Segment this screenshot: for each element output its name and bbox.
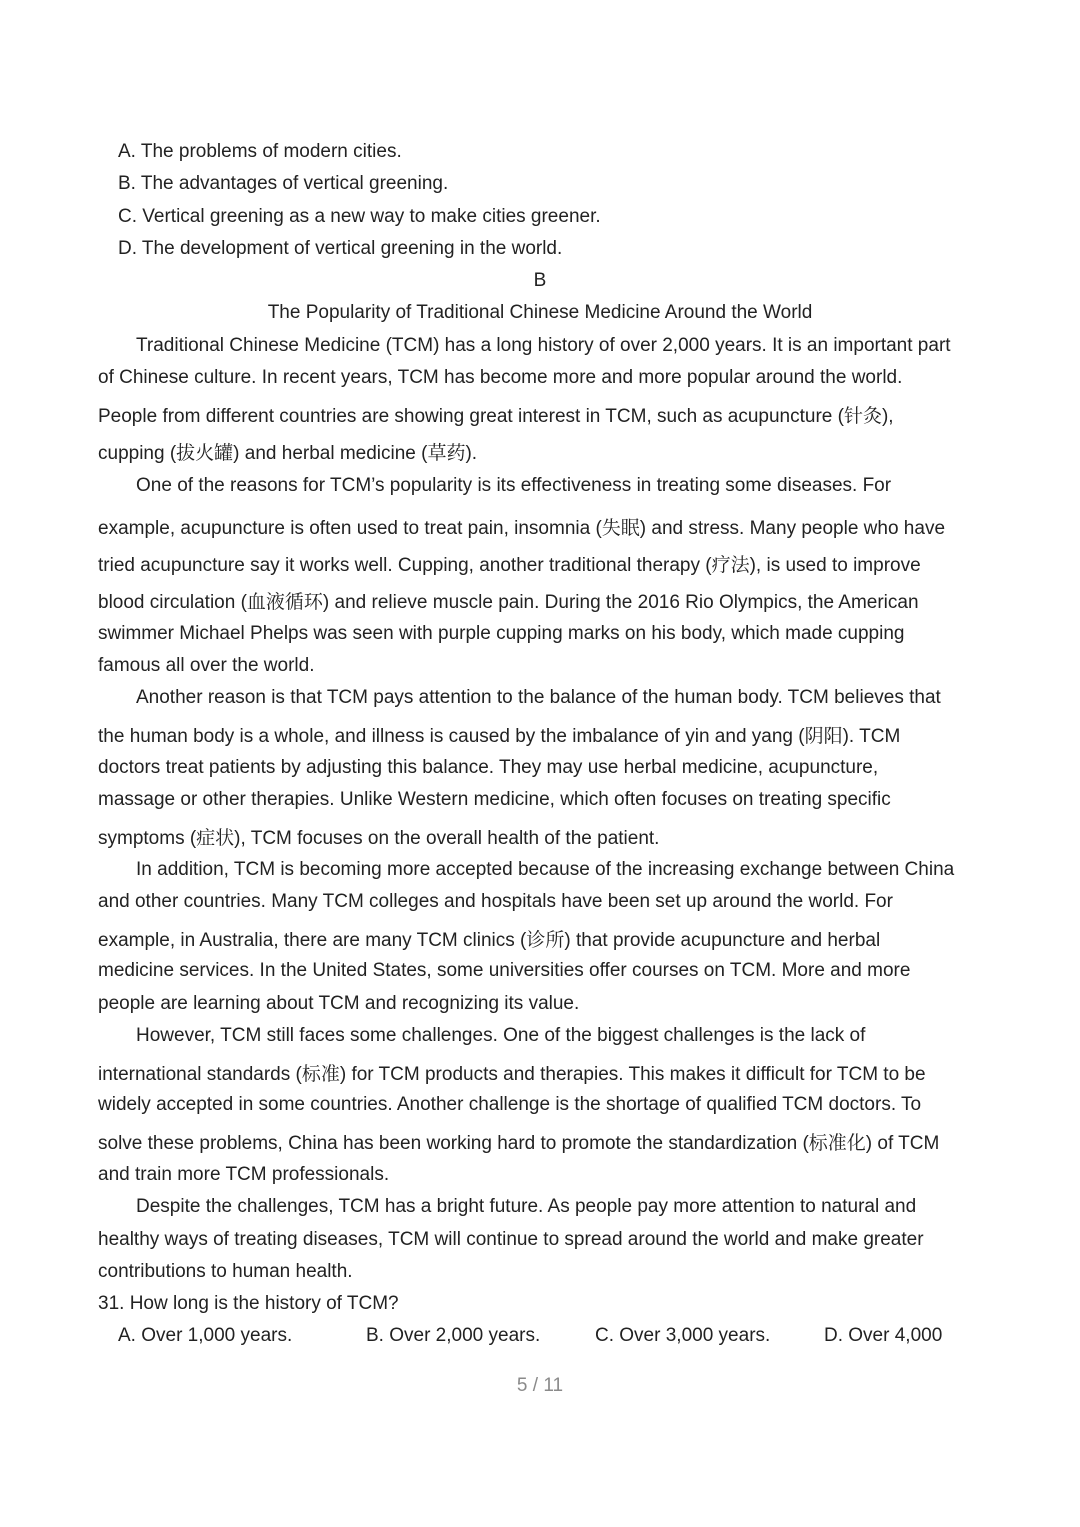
passage-title: The Popularity of Traditional Chinese Medicine Around the World bbox=[267, 302, 813, 323]
passage-line: and train more TCM professionals. bbox=[98, 1164, 390, 1185]
prev-option-d: D. The development of vertical greening in the world. bbox=[118, 238, 563, 259]
prev-option-a: A. The problems of modern cities. bbox=[118, 141, 402, 162]
page-number: 5 / 11 bbox=[516, 1375, 564, 1396]
passage-line: cupping (拔火罐) and herbal medicine (草药). bbox=[98, 443, 478, 464]
passage-line: people are learning about TCM and recognizing its value. bbox=[98, 993, 580, 1014]
section-letter: B bbox=[533, 270, 547, 291]
passage-line: international standards (标准) for TCM products and therapies. This makes it difficult for TCM to be bbox=[98, 1064, 926, 1085]
question-option-a: A. Over 1,000 years. bbox=[118, 1325, 293, 1346]
prev-option-c: C. Vertical greening as a new way to make cities greener. bbox=[118, 206, 601, 227]
passage-line: blood circulation (血液循环) and relieve muscle pain. During the 2016 Rio Olympics, the American bbox=[98, 592, 919, 613]
passage-line: In addition, TCM is becoming more accepted because of the increasing exchange between China bbox=[136, 859, 955, 880]
passage-line: contributions to human health. bbox=[98, 1261, 353, 1282]
passage-line: massage or other therapies. Unlike Western medicine, which often focuses on treating specific bbox=[98, 789, 891, 810]
passage-line: solve these problems, China has been working hard to promote the standardization (标准化) of TCM bbox=[98, 1133, 940, 1154]
question-option-c: C. Over 3,000 years. bbox=[595, 1325, 771, 1346]
passage-line: symptoms (症状), TCM focuses on the overall health of the patient. bbox=[98, 828, 660, 849]
passage-line: People from different countries are showing great interest in TCM, such as acupuncture (针灸), bbox=[98, 406, 894, 427]
passage-line: However, TCM still faces some challenges. One of the biggest challenges is the lack of bbox=[136, 1025, 866, 1046]
passage-line: healthy ways of treating diseases, TCM will continue to spread around the world and make greater bbox=[98, 1229, 924, 1250]
passage-line: famous all over the world. bbox=[98, 655, 315, 676]
passage-line: Traditional Chinese Medicine (TCM) has a long history of over 2,000 years. It is an important part bbox=[136, 335, 951, 356]
passage-line: of Chinese culture. In recent years, TCM has become more and more popular around the world. bbox=[98, 367, 903, 388]
passage-line: and other countries. Many TCM colleges and hospitals have been set up around the world. For bbox=[98, 891, 893, 912]
question-stem: 31. How long is the history of TCM? bbox=[98, 1293, 399, 1314]
passage-line: tried acupuncture say it works well. Cupping, another traditional therapy (疗法), is used to improve bbox=[98, 555, 921, 576]
question-option-b: B. Over 2,000 years. bbox=[366, 1325, 541, 1346]
passage-line: medicine services. In the United States, some universities offer courses on TCM. More and more bbox=[98, 960, 911, 981]
passage-line: example, in Australia, there are many TCM clinics (诊所) that provide acupuncture and herbal bbox=[98, 930, 881, 951]
prev-option-b: B. The advantages of vertical greening. bbox=[118, 173, 449, 194]
passage-line: One of the reasons for TCM’s popularity is its effectiveness in treating some diseases. For bbox=[136, 475, 892, 496]
passage-line: example, acupuncture is often used to treat pain, insomnia (失眠) and stress. Many people who have bbox=[98, 518, 946, 539]
passage-line: doctors treat patients by adjusting this balance. They may use herbal medicine, acupuncture, bbox=[98, 757, 879, 778]
passage-line: widely accepted in some countries. Another challenge is the shortage of qualified TCM doctors. To bbox=[98, 1094, 922, 1115]
passage-line: Another reason is that TCM pays attention to the balance of the human body. TCM believes that bbox=[136, 687, 941, 708]
passage-line: swimmer Michael Phelps was seen with purple cupping marks on his body, which made cupping bbox=[98, 623, 905, 644]
passage-line: Despite the challenges, TCM has a bright future. As people pay more attention to natural and bbox=[136, 1196, 917, 1217]
passage-line: the human body is a whole, and illness is caused by the imbalance of yin and yang (阴阳). TCM bbox=[98, 726, 901, 747]
question-option-d: D. Over 4,000 bbox=[824, 1325, 943, 1346]
